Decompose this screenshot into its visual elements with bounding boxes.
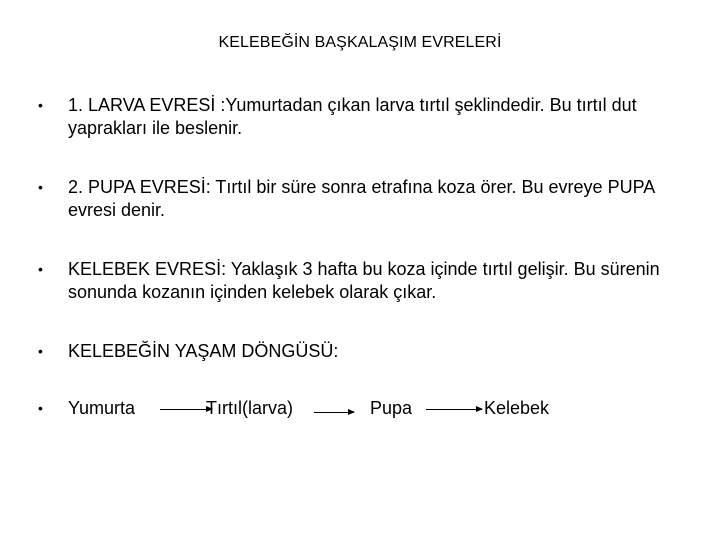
bullet-marker: •: [38, 97, 43, 113]
bullet-larva-stage: [38, 94, 678, 140]
bullet-marker: •: [38, 179, 43, 195]
bullet-marker: •: [38, 400, 43, 416]
bullet-lifecycle-heading: [38, 340, 678, 363]
arrow-right-icon: [426, 409, 482, 410]
bullet-butterfly-stage: [38, 258, 678, 304]
arrow-right-icon: [314, 412, 354, 413]
bullet-text: KELEBEK EVRESİ: Yaklaşık 3 hafta bu koza içinde tırtıl gelişir. Bu sürenin sonunda kozanın içinden kelebek olarak çıkar.: [68, 259, 660, 302]
bullet-text: 2. PUPA EVRESİ: Tırtıl bir süre sonra etrafına koza örer. Bu evreye PUPA evresi denir.: [68, 177, 655, 220]
bullet-text: KELEBEĞİN YAŞAM DÖNGÜSÜ:: [68, 341, 339, 361]
lifecycle-flow: [68, 397, 668, 420]
arrow-right-icon: [160, 409, 212, 410]
bullet-marker: •: [38, 261, 43, 277]
bullet-marker: •: [38, 343, 43, 359]
slide-title: KELEBEĞİN BAŞKALAŞIM EVRELERİ: [218, 34, 502, 51]
bullet-text: 1. LARVA EVRESİ :Yumurtadan çıkan larva tırtıl şeklindedir. Bu tırtıl dut yaprakları ile beslenir.: [68, 95, 637, 138]
stage-butterfly: Kelebek: [484, 398, 550, 418]
stage-pupa: Pupa: [370, 398, 413, 418]
stage-larva: Tırtıl(larva): [206, 398, 293, 418]
stage-egg: Yumurta: [68, 398, 136, 418]
bullet-pupa-stage: [38, 176, 678, 222]
bullet-lifecycle-flow: [38, 397, 678, 420]
